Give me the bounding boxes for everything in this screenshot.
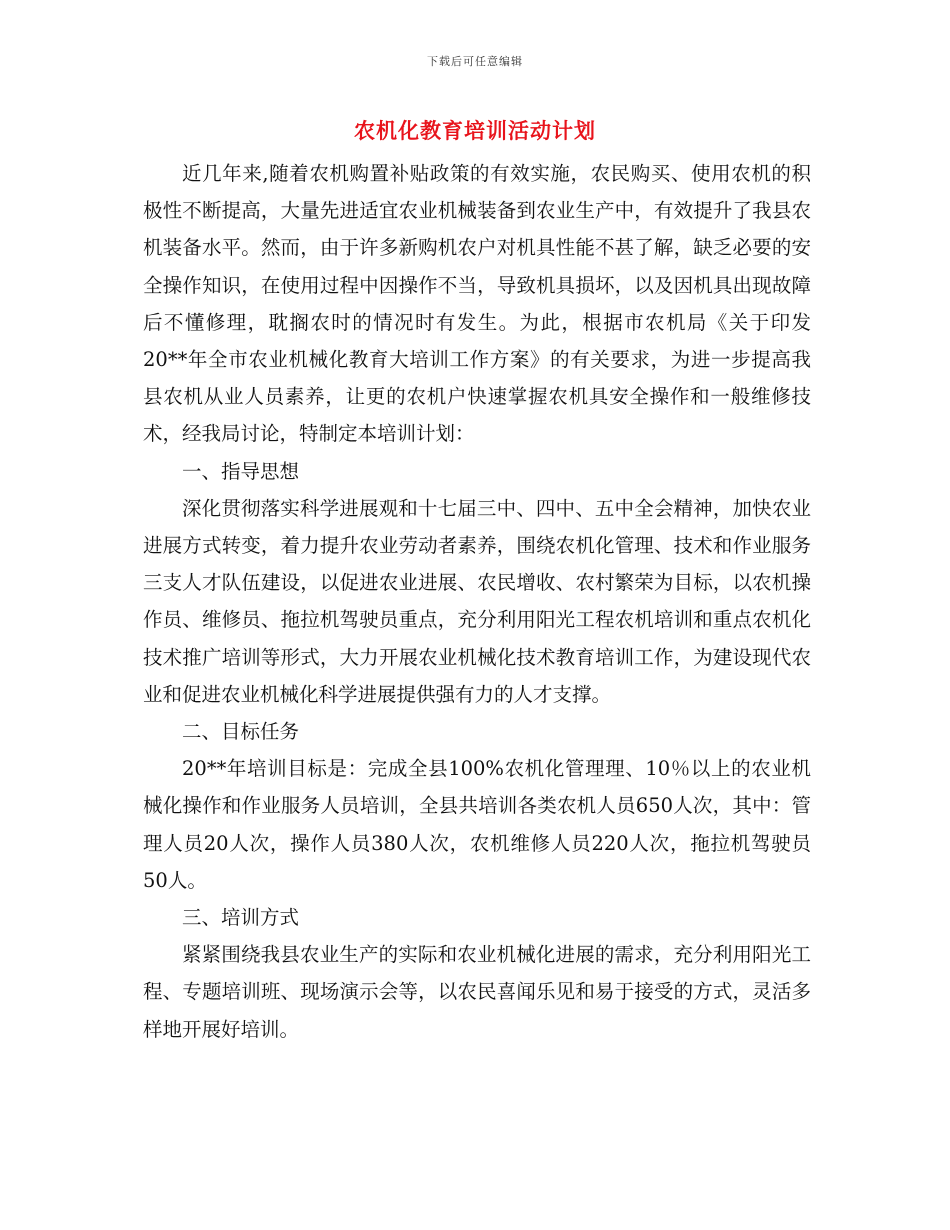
section-text-goals: 20**年培训目标是：完成全县100%农机化管理理、10％以上的农业机械化操作和作业服务人员培训，全县共培训各类农机人员650人次，其中：管理人员20人次，操作人员380人次，农机维修人员220人次，拖拉机驾驶员50人。 [143, 757, 811, 892]
header-note: 下载后可任意编辑 [427, 55, 523, 68]
section-text-guiding-ideology: 深化贯彻落实科学进展观和十七届三中、四中、五中全会精神，加快农业进展方式转变，着力提升农业劳动者素养，围绕农机化管理、技术和作业服务三支人才队伍建设，以促进农业进展、农民增收、农村繁荣为目标，以农机操作员、维修员、拖拉机驾驶员重点，充分利用阳光工程农机培训和重点农机化技术推广培训等形式，大力开展农业机械化技术教育培训工作，为建设现代农业和促进农业机械化科学进展提供强有力的人才支撑。 [143, 496, 811, 706]
section-heading-guiding-ideology: 一、指导思想 [182, 459, 300, 483]
intro-paragraph: 近几年来,随着农机购置补贴政策的有效实施，农民购买、使用农机的积极性不断提高，大量先进适宜农业机械装备到农业生产中，有效提升了我县农机装备水平。然而，由于许多新购机农户对机具性能不甚了解，缺乏必要的安全操作知识，在使用过程中因操作不当，导致机具损坏，以及因机具出现故障后不懂修理，耽搁农时的情况时有发生。为此，根据市农机局《关于印发20**年全市农业机械化教育大培训工作方案》的有关要求，为进一步提高我县农机从业人员素养，让更的农机户快速掌握农机具安全操作和一般维修技术，经我局讨论，特制定本培训计划： [143, 162, 811, 446]
section-heading-goals: 二、目标任务 [182, 720, 300, 744]
document-title: 农机化教育培训活动计划 [354, 118, 596, 143]
section-text-training-methods: 紧紧围绕我县农业生产的实际和农业机械化进展的需求，充分利用阳光工程、专题培训班、现场演示会等，以农民喜闻乐见和易于接受的方式，灵活多样地开展好培训。 [143, 943, 811, 1041]
section-heading-training-methods: 三、培训方式 [182, 906, 300, 930]
document-body [143, 155, 811, 1048]
